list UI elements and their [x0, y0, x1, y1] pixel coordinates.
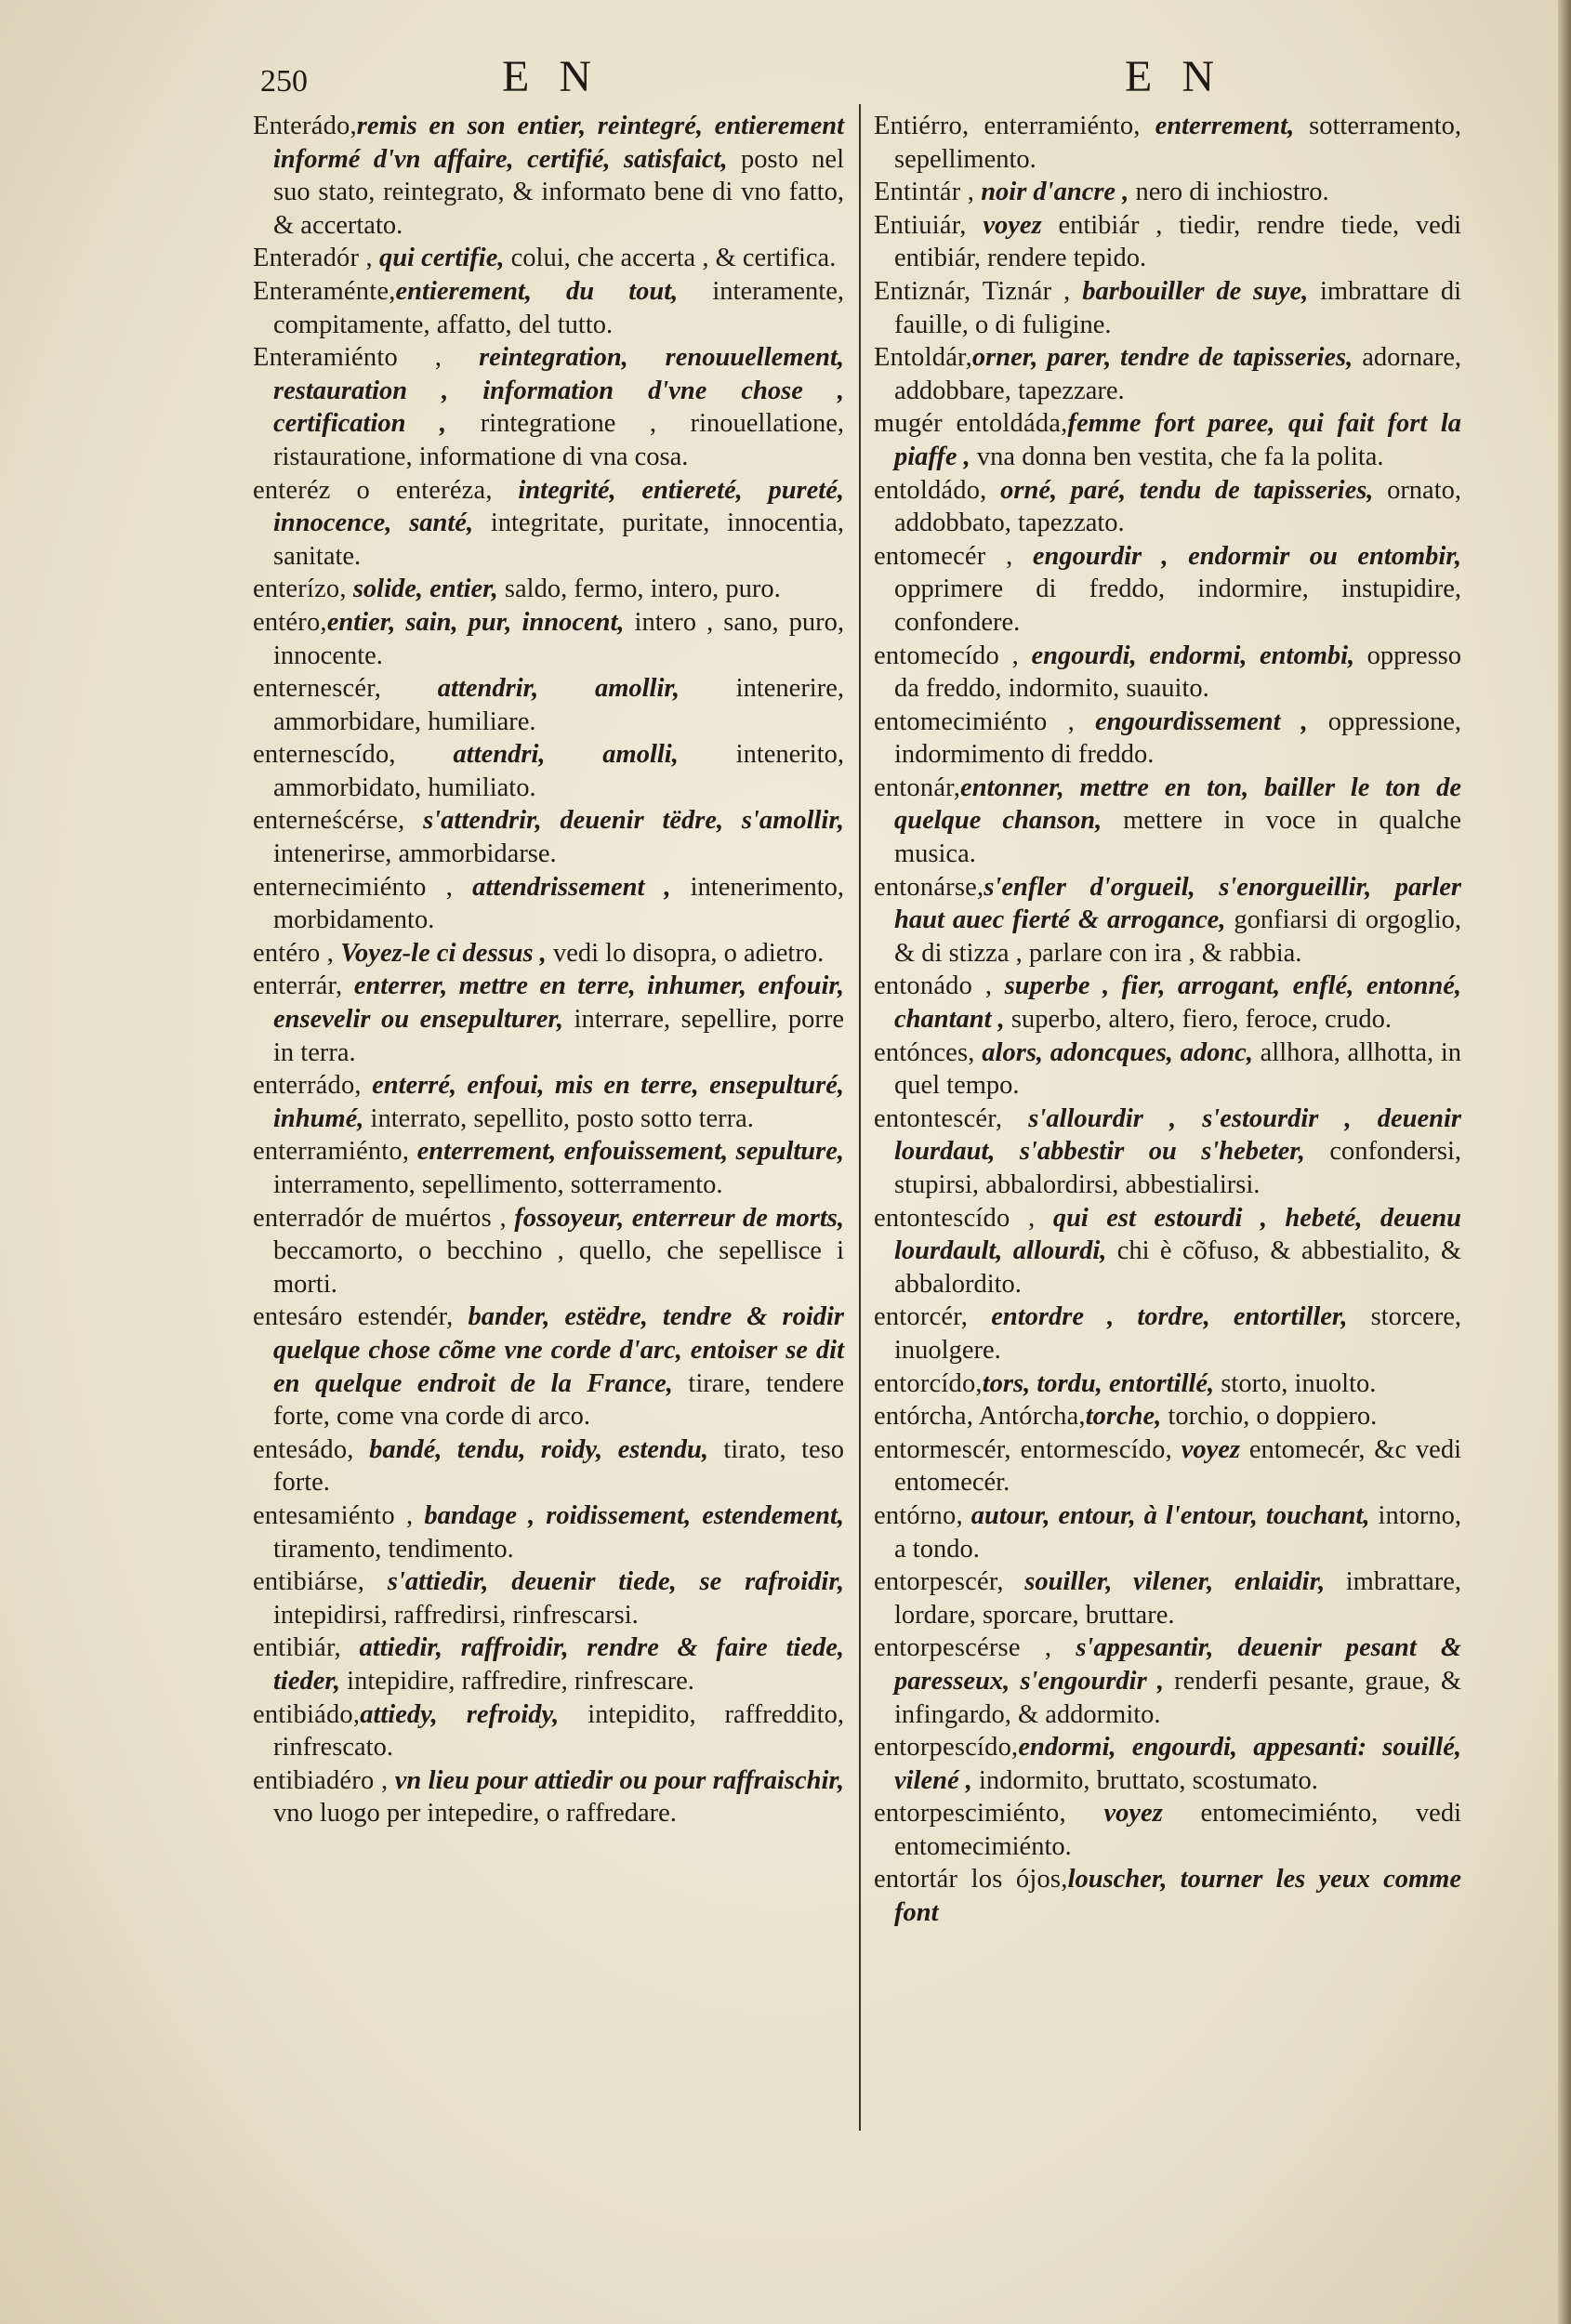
- french-gloss: bandé, tendu, roidy, estendu,: [353, 1434, 708, 1464]
- french-gloss: s'enfler d'orgueil, s'enorgueillir, parler haut auec fierté & arrogance,: [894, 872, 1461, 935]
- dictionary-entry: [874, 1301, 1461, 1367]
- french-gloss: qui est estourdi , hebeté, deuenu lourdault, allourdi,: [894, 1203, 1461, 1266]
- italian-gloss: intenerire, ammorbidare, humiliare.: [273, 674, 844, 736]
- dictionary-entry: [253, 804, 844, 870]
- italian-gloss: colui, che accerta , & certifica.: [504, 244, 837, 273]
- dictionary-entry: [874, 474, 1461, 540]
- headword: entomecimiénto ,: [874, 706, 1075, 736]
- french-gloss: fossoyeur, enterreur de morts,: [506, 1203, 844, 1233]
- headword: Entintár ,: [874, 178, 975, 207]
- french-gloss: orner, parer, tendre de tapisseries,: [971, 343, 1353, 373]
- italian-gloss: sotterramento, sepellimento.: [894, 112, 1461, 174]
- italian-gloss: vna donna ben vestita, che fa la polita.: [970, 442, 1384, 471]
- french-gloss: tors, tordu, entortillé,: [982, 1368, 1215, 1398]
- dictionary-entry: [253, 672, 844, 738]
- headword: entontescído ,: [874, 1203, 1036, 1233]
- dictionary-entry: [874, 1797, 1461, 1863]
- french-gloss: souiller, vilener, enlaidir,: [1003, 1567, 1326, 1597]
- italian-gloss: intepidire, raffredire, rinfrescare.: [340, 1666, 694, 1696]
- italian-gloss: opprimere di freddo, indormire, instupidire, confondere.: [894, 574, 1461, 637]
- dictionary-entry: [874, 1037, 1461, 1103]
- headword: mugér entoldáda,: [874, 409, 1068, 439]
- french-gloss: attendrir, amollir,: [381, 674, 680, 704]
- dictionary-entry: [874, 176, 1461, 209]
- dictionary-entry: [874, 110, 1461, 176]
- italian-gloss: entomecér, &c vedi entomecér.: [894, 1434, 1462, 1498]
- italian-gloss: chi è cõfuso, & abbestialito, & abbalordito.: [894, 1236, 1462, 1299]
- french-gloss: entonner, mettre en ton, bailler le ton de quelque chanson,: [894, 772, 1461, 836]
- french-gloss: bandage , roidissement, estendement,: [413, 1500, 844, 1530]
- headword: Entoldár,: [874, 343, 972, 373]
- running-head-right: E N: [1125, 52, 1223, 101]
- dictionary-entry: [874, 772, 1461, 871]
- headword: enteréz o enteréza,: [253, 475, 493, 505]
- italian-gloss: intepidirsi, raffredirsi, rinfrescarsi.: [273, 1600, 639, 1630]
- headword: Enterádo,: [253, 112, 357, 140]
- dictionary-entry: [253, 937, 844, 971]
- italian-gloss: entibiár , tiedir, rendre tiede, vedi entibiár, rendere tepido.: [894, 210, 1461, 273]
- dictionary-entry: [874, 1499, 1461, 1565]
- italian-gloss: confondersi, stupirsi, abbalordirsi, abbestialirsi.: [894, 1137, 1461, 1199]
- french-gloss: reintegration, renouuellement, restauration , information d'vne chose , certification ,: [273, 343, 844, 439]
- italian-gloss: vedi lo disopra, o adietro.: [546, 938, 825, 968]
- french-gloss: entierement, du tout,: [395, 276, 679, 306]
- italian-gloss: superbo, altero, fiero, feroce, crudo.: [1004, 1005, 1393, 1035]
- dictionary-entry: [874, 407, 1461, 473]
- italian-gloss: oppressione, indormimento di freddo.: [894, 706, 1462, 770]
- headword: entibiár,: [253, 1633, 341, 1663]
- dictionary-entry: [253, 474, 844, 574]
- italian-gloss: oppresso da freddo, indormito, suauito.: [894, 640, 1461, 704]
- dictionary-entry: [253, 1202, 844, 1301]
- french-gloss: enterrement,: [1140, 112, 1295, 140]
- headword: enternescér,: [253, 674, 382, 704]
- dictionary-entry: [253, 1764, 844, 1830]
- headword: entéro ,: [253, 938, 335, 968]
- headword: entónces,: [874, 1037, 975, 1067]
- headword: enternecimiénto ,: [253, 872, 454, 902]
- italian-gloss: renderfi pesante, graue, & infingardo, & addormito.: [894, 1666, 1461, 1729]
- french-gloss: s'allourdir , s'estourdir , deuenir lourdaut, s'abbestir ou s'hebeter,: [894, 1103, 1461, 1167]
- headword: entesamiénto ,: [253, 1500, 414, 1530]
- headword: enterradór de muértos ,: [253, 1203, 507, 1233]
- italian-gloss: allhora, allhotta, in quel tempo.: [894, 1037, 1461, 1101]
- italian-gloss: imbrattare di fauille, o di fuligine.: [894, 276, 1461, 339]
- headword: entorcído,: [874, 1368, 983, 1398]
- headword: entorpescído,: [874, 1733, 1019, 1763]
- headword: entonár,: [874, 772, 961, 802]
- french-gloss: autour, entour, à l'entour, touchant,: [962, 1500, 1370, 1530]
- french-gloss: superbe , fier, arrogant, enflé, entonné, chantant ,: [894, 971, 1462, 1035]
- dictionary-entry: [874, 275, 1461, 341]
- dictionary-entry: [253, 1301, 844, 1433]
- headword: entesáro estendér,: [253, 1302, 454, 1332]
- italian-gloss: interamente, compitamente, affatto, del tutto.: [273, 276, 844, 339]
- dictionary-entry: [874, 1202, 1461, 1301]
- headword: entontescér,: [874, 1103, 1003, 1133]
- french-gloss: orné, paré, tendu de tapisseries,: [986, 475, 1374, 505]
- italian-gloss: intenerirse, ammorbidarse.: [273, 839, 557, 869]
- dictionary-entry: [253, 275, 844, 341]
- italian-gloss: storto, inuolto.: [1214, 1368, 1377, 1398]
- italian-gloss: tiramento, tendimento.: [273, 1534, 514, 1564]
- dictionary-entry: [874, 209, 1461, 275]
- french-gloss: entordre , tordre, entortiller,: [968, 1302, 1348, 1332]
- italian-gloss: intero , sano, puro, innocente.: [273, 607, 844, 670]
- dictionary-entry: [874, 1367, 1461, 1401]
- headword: entibiádo,: [253, 1699, 361, 1729]
- french-gloss: attiedy, refroidy,: [360, 1699, 560, 1729]
- italian-gloss: posto nel suo stato, reintegrato, & informato bene di vno fatto, & accertato.: [273, 144, 845, 240]
- french-gloss: entier, sain, pur, innocent,: [326, 607, 625, 637]
- french-gloss: barbouiller de suye,: [1070, 276, 1309, 306]
- headword: Entiuiár,: [874, 210, 967, 240]
- italian-gloss: adornare, addobbare, tapezzare.: [894, 343, 1461, 405]
- italian-gloss: integritate, puritate, innocentia, sanitate.: [273, 508, 845, 571]
- italian-gloss: vno luogo per intepedire, o raffredare.: [273, 1799, 677, 1829]
- french-gloss: noir d'ancre ,: [974, 178, 1129, 207]
- headword: entonádo ,: [874, 971, 993, 1001]
- headword: entomecér ,: [874, 541, 1013, 571]
- italian-gloss: nero di inchiostro.: [1129, 178, 1329, 207]
- running-head-left: E N: [502, 52, 601, 101]
- french-gloss: s'attiedir, deuenir tiede, se rafroidir,: [364, 1567, 844, 1597]
- page-number: 250: [260, 64, 308, 99]
- italian-gloss: indormito, bruttato, scostumato.: [971, 1765, 1318, 1795]
- headword: Enteramiénto ,: [253, 343, 442, 373]
- italian-gloss: imbrattare, lordare, sporcare, bruttare.: [894, 1567, 1461, 1630]
- french-gloss: attendrissement ,: [453, 872, 671, 902]
- headword: entomecído ,: [874, 640, 1019, 670]
- dictionary-entry: [253, 341, 844, 473]
- dictionary-entry: [253, 1499, 844, 1565]
- headword: enterramiénto,: [253, 1137, 410, 1167]
- italian-gloss: gonfiarsi di orgoglio, & di stizza , parlare con ira , & rabbia.: [894, 905, 1461, 968]
- french-gloss: voyez: [966, 210, 1042, 240]
- headword: enternescído,: [253, 740, 396, 770]
- french-gloss: solide, entier,: [346, 574, 498, 604]
- headword: entibiárse,: [253, 1567, 365, 1597]
- french-gloss: vn lieu pour attiedir ou pour raffraischir,: [388, 1765, 844, 1795]
- dictionary-entry: [253, 110, 844, 242]
- french-gloss: remis en son entier, reintegré, entierement informé d'vn affaire, certifié, satisfaict,: [273, 112, 844, 174]
- french-gloss: femme fort paree, qui fait fort la piaffe ,: [894, 409, 1462, 471]
- italian-gloss: ornato, addobbato, tapezzato.: [894, 475, 1461, 538]
- dictionary-entry: [874, 1103, 1461, 1202]
- headword: entórno,: [874, 1500, 963, 1530]
- dictionary-entry: [253, 1135, 844, 1201]
- dictionary-entry: [874, 706, 1461, 772]
- french-gloss: engourdi, endormi, entombi,: [1018, 640, 1355, 670]
- dictionary-entry: [874, 871, 1461, 971]
- headword: entesádo,: [253, 1434, 354, 1464]
- italian-gloss: intenerimento, morbidamento.: [273, 872, 845, 935]
- headword: entormescér, entormescído,: [874, 1434, 1172, 1464]
- dictionary-entry: [253, 871, 844, 937]
- page-header: [0, 51, 1571, 107]
- italian-gloss: tirare, tendere forte, come vna corde di arco.: [273, 1368, 844, 1432]
- column-divider: [859, 104, 861, 2131]
- headword: enterízo,: [253, 574, 347, 604]
- headword: entonárse,: [874, 872, 984, 902]
- italian-gloss: mettere in voce in qualche musica.: [894, 806, 1461, 869]
- headword: entorpescér,: [874, 1567, 1004, 1597]
- dictionary-entry: [874, 1731, 1461, 1797]
- headword: entoldádo,: [874, 475, 987, 505]
- dictionary-entry: [874, 341, 1461, 407]
- french-gloss: engourdissement ,: [1074, 706, 1308, 736]
- italian-gloss: saldo, fermo, intero, puro.: [497, 574, 781, 604]
- page-edge: [1558, 0, 1571, 2324]
- italian-gloss: torchio, o doppiero.: [1161, 1402, 1378, 1432]
- dictionary-entry: [253, 573, 844, 606]
- french-gloss: enterrement, enfouissement, sepulture,: [409, 1137, 844, 1167]
- dictionary-entry: [874, 1433, 1461, 1499]
- headword: entorpescérse ,: [874, 1633, 1052, 1663]
- headword: entorcér,: [874, 1302, 969, 1332]
- french-gloss: voyez: [1065, 1799, 1163, 1829]
- dictionary-entry: [253, 970, 844, 1069]
- french-gloss: endormi, engourdi, appesanti: souillé, vilené ,: [894, 1733, 1461, 1795]
- headword: enterrár,: [253, 971, 343, 1001]
- dictionary-entry: [253, 738, 844, 804]
- italian-gloss: interrato, sepellito, posto sotto terra.: [363, 1103, 754, 1133]
- headword: enterneścérse,: [253, 806, 405, 836]
- french-gloss: Voyez-le ci dessus ,: [334, 938, 547, 968]
- french-gloss: attendri, amolli,: [395, 740, 679, 770]
- dictionary-entry: [253, 1631, 844, 1697]
- french-gloss: voyez: [1171, 1434, 1241, 1464]
- dictionary-entry: [253, 1565, 844, 1631]
- dictionary-entry: [874, 970, 1461, 1036]
- french-gloss: bander, estëdre, tendre & roidir quelque chose cõme vne corde d'arc, entoiser se dit en quelque endroit de la France,: [273, 1302, 844, 1398]
- dictionary-entry: [874, 1400, 1461, 1433]
- headword: entórcha, Antórcha,: [874, 1402, 1086, 1432]
- dictionary-entry: [253, 606, 844, 672]
- dictionary-entry: [874, 1565, 1461, 1631]
- headword: entéro,: [253, 607, 327, 637]
- dictionary-entry: [253, 1069, 844, 1135]
- french-gloss: s'attendrir, deuenir tëdre, s'amollir,: [404, 806, 844, 836]
- headword: Entiérro, enterramiénto,: [874, 112, 1141, 140]
- headword: Enteradór ,: [253, 244, 373, 273]
- french-gloss: louscher, tourner les yeux comme font: [894, 1865, 1461, 1928]
- headword: Enteraménte,: [253, 276, 396, 306]
- headword: entortár los ójos,: [874, 1865, 1068, 1895]
- italian-gloss: interramento, sepellimento, sotterramento.: [273, 1170, 723, 1199]
- right-column: [874, 110, 1461, 1930]
- italian-gloss: beccamorto, o becchino , quello, che sepellisce i morti.: [273, 1236, 844, 1299]
- italian-gloss: storcere, inuolgere.: [894, 1302, 1461, 1365]
- italian-gloss: rintegratione , rinouellatione, ristauratione, informatione di vna cosa.: [273, 409, 844, 471]
- french-gloss: enterré, enfoui, mis en terre, ensepulturé, inhumé,: [273, 1071, 844, 1133]
- italian-gloss: intorno, a tondo.: [894, 1500, 1461, 1564]
- dictionary-entry: [253, 242, 844, 275]
- italian-gloss: entomecimiénto, vedi entomecimiénto.: [894, 1799, 1461, 1861]
- dictionary-entry: [874, 540, 1461, 640]
- french-gloss: torche,: [1085, 1402, 1162, 1432]
- headword: Entiznár, Tiznár ,: [874, 276, 1071, 306]
- french-gloss: s'appesantir, deuenir pesant & paresseux, s'engourdir ,: [894, 1633, 1461, 1696]
- dictionary-entry: [253, 1698, 844, 1764]
- headword: enterrádo,: [253, 1071, 362, 1101]
- headword: entibiadéro ,: [253, 1765, 389, 1795]
- italian-gloss: intenerito, ammorbidato, humiliato.: [273, 740, 844, 802]
- dictionary-entry: [253, 1433, 844, 1499]
- french-gloss: enterrer, mettre en terre, inhumer, enfouir, ensevelir ou ensepulturer,: [273, 971, 844, 1035]
- french-gloss: qui certifie,: [372, 244, 505, 273]
- french-gloss: engourdir , endormir ou entombir,: [1012, 541, 1461, 571]
- french-gloss: integrité, entiereté, pureté, innocence, santé,: [273, 475, 844, 538]
- italian-gloss: intepidito, raffreddito, rinfrescato.: [273, 1699, 844, 1763]
- french-gloss: alors, adoncques, adonc,: [974, 1037, 1253, 1067]
- italian-gloss: tirato, teso forte.: [273, 1434, 844, 1498]
- headword: entorpescimiénto,: [874, 1799, 1066, 1829]
- dictionary-entry: [874, 1631, 1461, 1731]
- left-column: [253, 110, 844, 1830]
- dictionary-entry: [874, 1863, 1461, 1929]
- dictionary-entry: [874, 640, 1461, 706]
- french-gloss: attiedir, raffroidir, rendre & faire tiede, tieder,: [273, 1633, 844, 1696]
- italian-gloss: interrare, sepellire, porre in terra.: [273, 1005, 844, 1067]
